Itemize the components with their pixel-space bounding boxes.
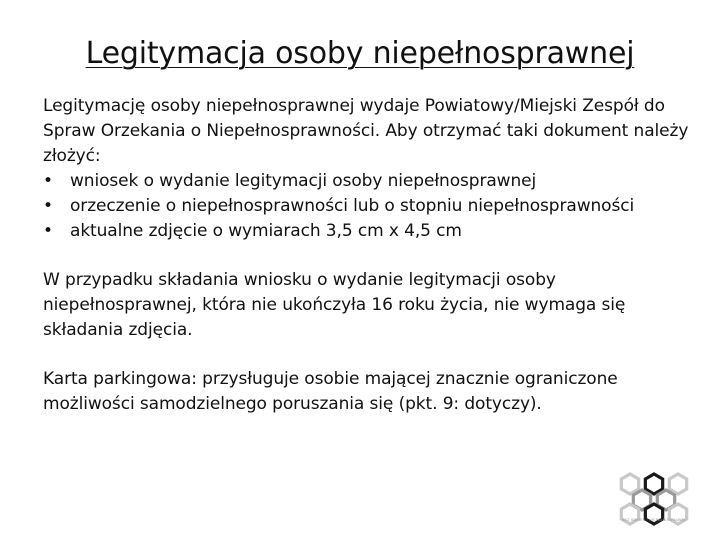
list-item-text: aktualne zdjęcie o wymiarach 3,5 cm x 4,5 cm (70, 221, 462, 241)
list-item (43, 169, 693, 194)
list-item (43, 219, 693, 244)
logo-hexagon (621, 474, 638, 494)
requirements-list (43, 169, 693, 244)
list-item-text: orzeczenie o niepełnosprawności lub o stopniu niepełnosprawności (70, 196, 635, 216)
list-item-text: wniosek o wydanie legitymacji osoby niepełnosprawnej (70, 171, 537, 191)
logo-caption: BEZ BARIER · NIEPEŁNOSPRAWNI (622, 518, 686, 522)
slide-body (43, 94, 693, 417)
bullet-icon: • (43, 171, 53, 191)
photo-paragraph: W przypadku składania wniosku o wydanie legitymacji osoby niepełnosprawnej, która nie ukończyła 16 roku życia, nie wymaga się składania zdjęcia. (43, 270, 626, 340)
slide-title: Legitymacja osoby niepełnosprawnej (85, 36, 635, 71)
spacer (43, 244, 693, 268)
bullet-icon: • (43, 196, 53, 216)
parking-paragraph: Karta parkingowa: przysługuje osobie mającej znacznie ograniczone możliwości samodzielnego poruszania się (pkt. 9: dotyczy). (43, 369, 618, 414)
list-item (43, 194, 693, 219)
logo-hexagon (669, 474, 686, 494)
bullet-icon: • (43, 221, 53, 241)
spacer (43, 343, 693, 367)
logo-hexagon (645, 474, 662, 494)
intro-paragraph: Legitymację osoby niepełnosprawnej wydaje Powiatowy/Miejski Zespół do Spraw Orzekania o Niepełnosprawności. Aby otrzymać taki dokument należy złożyć: (43, 96, 689, 166)
